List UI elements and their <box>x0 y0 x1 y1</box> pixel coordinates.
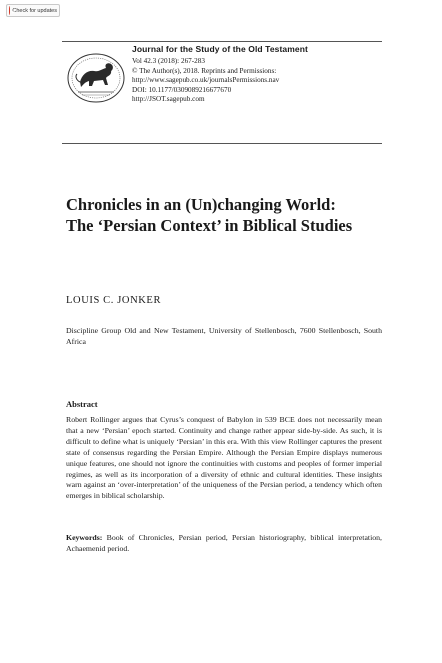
journal-url[interactable]: http://JSOT.sagepub.com <box>132 95 205 104</box>
journal-header <box>132 44 384 105</box>
permissions-url[interactable]: http://www.sagepub.co.uk/journalsPermissions.nav <box>132 76 280 85</box>
check-for-updates-label: Check for updates <box>12 7 57 14</box>
abstract-body: Robert Rollinger argues that Cyrus’s conquest of Babylon in 539 BCE does not necessarily mean that a new ‘Persian’ epoch started. Continuity and change rather appear side-by-side. As such, it is difficult to define what is uniquely ‘Persian’ in this era. With this view Rollinger captures the present state of consensus regarding the Persian Empire. Although the Persian Empire displays numerous unique features, one should not ignore the continuities with customs and peoples of former imperial regimes, as well as its incorporation of a diversity of ethnic and cultural identities. These insights warn against an ‘over-interpretation’ of the uniqueness of the Persian period, a tendency which often emerges in biblical scholarship. <box>66 415 382 501</box>
abstract-heading: Abstract <box>66 399 98 409</box>
check-circle-icon <box>9 6 10 15</box>
lion-emblem-icon <box>66 52 126 104</box>
journal-volume: Vol 42.3 (2018): 267-283 <box>132 57 205 65</box>
article-title-line: The ‘Persian Context’ in Biblical Studies <box>66 216 353 235</box>
keywords-label: Keywords: <box>66 533 103 542</box>
journal-name: Journal for the Study of the Old Testament <box>132 44 308 54</box>
copyright-line: © The Author(s), 2018. Reprints and Permissions: <box>132 66 277 75</box>
author-affiliation: Discipline Group Old and New Testament, University of Stellenbosch, 7600 Stellenbosch, South Africa <box>66 326 382 346</box>
keywords-list: Book of Chronicles, Persian period, Persian historiography, biblical interpretation, Achaemenid period. <box>66 533 382 553</box>
check-for-updates-badge[interactable] <box>6 4 60 17</box>
keywords <box>66 533 382 555</box>
header-rule-top <box>62 41 382 42</box>
doi[interactable]: DOI: 10.1177/0309089216677670 <box>132 85 232 94</box>
article-title <box>66 194 386 236</box>
article-title-line: Chronicles in an (Un)changing World: <box>66 195 336 214</box>
header-rule-bottom <box>62 143 382 144</box>
author-name: LOUIS C. JONKER <box>66 295 162 306</box>
